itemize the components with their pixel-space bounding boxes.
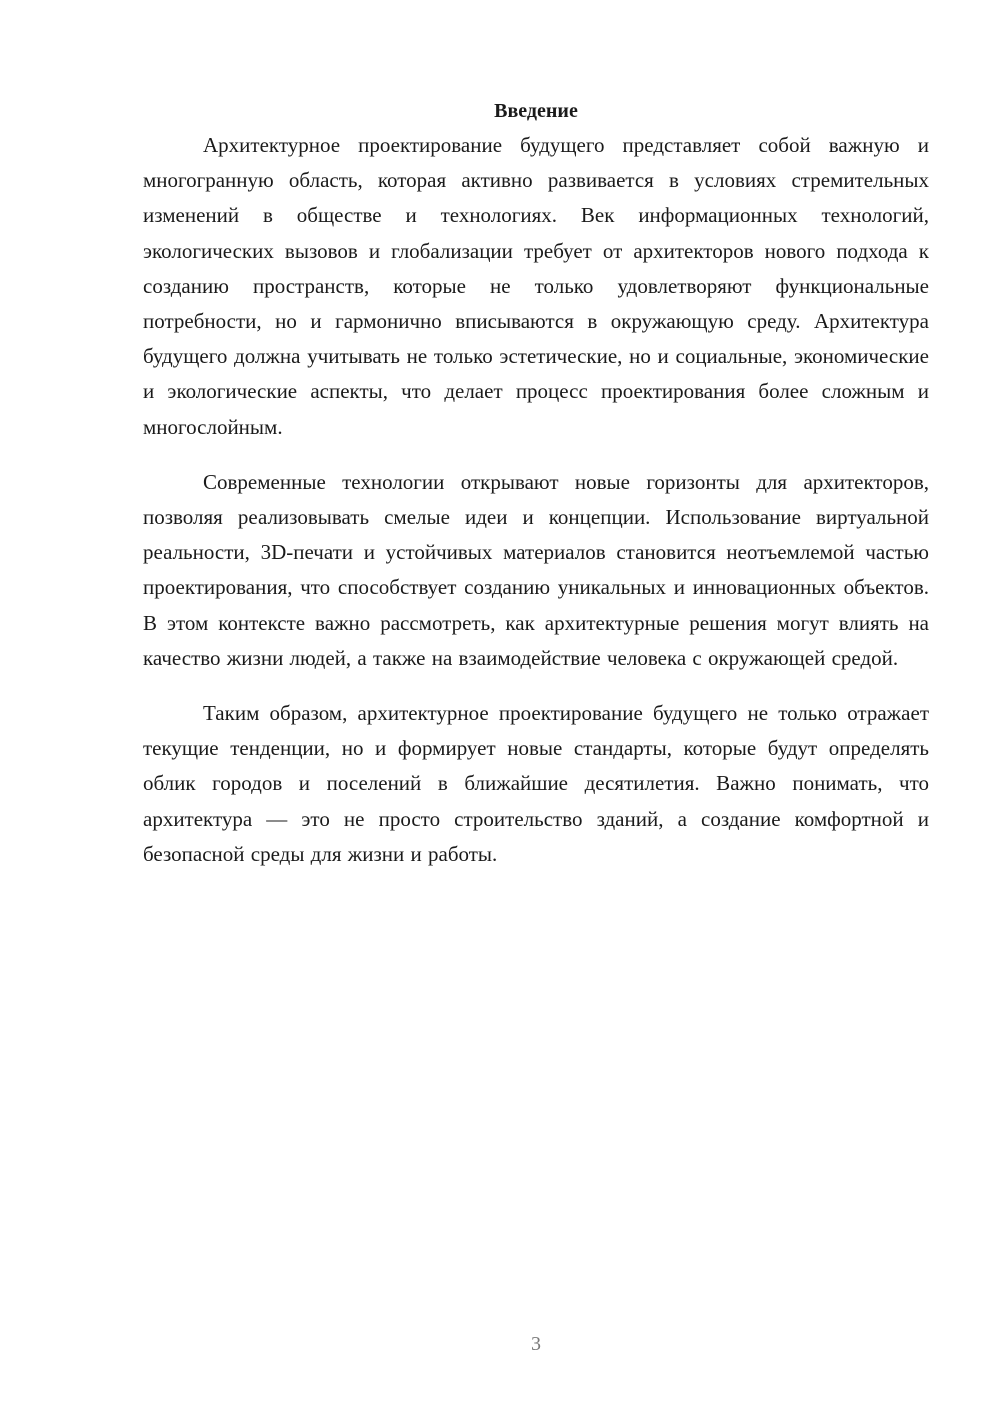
section-heading: Введение: [494, 100, 578, 122]
paragraph-1: Архитектурное проектирование будущего представляет собой важную и многогранную область, которая активно развивается в условиях стремительных изменений в обществе и технологиях. Век информационных технологий, экологических вызовов и глобализации требует от архитекторов нового подхода к созданию пространств, которые не только удовлетворяют функциональные потребности, но и гармонично вписываются в окружающую среду. Архитектура будущего должна учитывать не только эстетические, но и социальные, экономические и экологические аспекты, что делает процесс проектирования более сложным и многослойным.: [143, 133, 929, 439]
page-content: [143, 94, 929, 872]
page-number: 3: [531, 1333, 541, 1355]
paragraph-2: Современные технологии открывают новые горизонты для архитекторов, позволяя реализовывать смелые идеи и концепции. Использование виртуальной реальности, 3D-печати и устойчивых материалов становится неотъемлемой частью проектирования, что способствует созданию уникальных и инновационных объектов. В этом контексте важно рассмотреть, как архитектурные решения могут влиять на качество жизни людей, а также на взаимодействие человека с окружающей средой.: [143, 469, 929, 670]
paragraph-3: Таким образом, архитектурное проектирование будущего не только отражает текущие тенденции, но и формирует новые стандарты, которые будут определять облик городов и поселений в ближайшие десятилетия. Важно понимать, что архитектура — это не просто строительство зданий, а создание комфортной и безопасной среды для жизни и работы.: [143, 701, 929, 866]
